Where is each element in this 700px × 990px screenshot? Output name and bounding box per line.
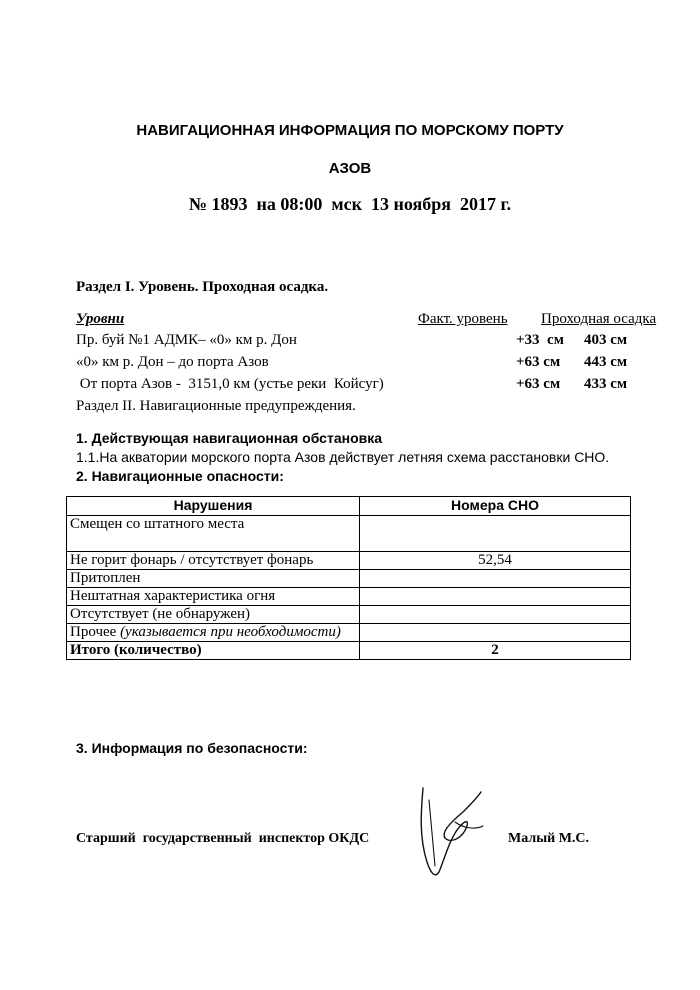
level-fact: +63 см — [516, 376, 561, 392]
violation-cell-other — [67, 624, 360, 642]
table-row — [67, 606, 631, 624]
numbers-cell — [360, 624, 631, 642]
item1-text: 1.1.На акватории морского порта Азов действует летняя схема расстановки СНО. — [76, 449, 610, 465]
total-value: 2 — [360, 642, 631, 660]
table-header-row — [67, 497, 631, 516]
numbers-cell — [360, 570, 631, 588]
level-draft: 433 см — [584, 376, 628, 392]
violation-cell: Смещен со штатного места — [67, 516, 360, 552]
levels-col-fact: Факт. уровень — [418, 311, 508, 327]
port-name: АЗОВ — [328, 160, 372, 177]
col-numbers-header: Номера СНО — [360, 497, 631, 516]
levels-col-name: Уровни — [76, 311, 125, 327]
numbers-cell — [360, 606, 631, 624]
level-location: От порта Азов - 3151,0 км (устье реки Койсуг) — [76, 376, 384, 392]
level-location: «0» км р. Дон – до порта Азов — [76, 354, 269, 370]
item1-heading: 1. Действующая навигационная обстановка — [76, 430, 383, 446]
numbers-cell — [360, 516, 631, 552]
document-title: НАВИГАЦИОННАЯ ИНФОРМАЦИЯ ПО МОРСКОМУ ПОРТУ — [136, 122, 564, 139]
violation-cell: Отсутствует (не обнаружен) — [67, 606, 360, 624]
col-violation-header: Нарушения — [67, 497, 360, 516]
other-note: (указывается при необходимости) — [120, 624, 341, 640]
hazards-table — [66, 496, 631, 660]
handwritten-signature — [405, 782, 495, 882]
table-row — [67, 570, 631, 588]
signatory-name: Малый М.С. — [508, 831, 590, 846]
table-row — [67, 588, 631, 606]
issue-line: № 1893 на 08:00 мск 13 ноября 2017 г. — [188, 194, 512, 214]
level-location: Пр. буй №1 АДМК– «0» км р. Дон — [76, 332, 297, 348]
level-row — [76, 376, 676, 396]
item2-heading: 2. Навигационные опасности: — [76, 468, 284, 484]
violation-cell: Не горит фонарь / отсутствует фонарь — [67, 552, 360, 570]
level-row — [76, 354, 676, 374]
level-fact: +33 см — [516, 332, 564, 348]
table-row — [67, 552, 631, 570]
level-row — [76, 332, 676, 352]
numbers-cell — [360, 588, 631, 606]
section1-heading: Раздел I. Уровень. Проходная осадка. — [76, 279, 329, 295]
other-label: Прочее — [70, 624, 121, 640]
level-draft: 403 см — [584, 332, 628, 348]
table-total-row — [67, 642, 631, 660]
violation-cell: Притоплен — [67, 570, 360, 588]
total-label: Итого (количество) — [67, 642, 360, 660]
section2-heading: Раздел II. Навигационные предупреждения. — [76, 398, 356, 414]
level-fact: +63 см — [516, 354, 561, 370]
table-row-other — [67, 624, 631, 642]
signatory-title: Старший государственный инспектор ОКДС — [76, 831, 370, 846]
numbers-cell: 52,54 — [360, 552, 631, 570]
levels-col-draft: Проходная осадка — [541, 311, 657, 327]
item3-heading: 3. Информация по безопасности: — [76, 740, 308, 756]
table-row — [67, 516, 631, 552]
violation-cell: Нештатная характеристика огня — [67, 588, 360, 606]
level-draft: 443 см — [584, 354, 628, 370]
